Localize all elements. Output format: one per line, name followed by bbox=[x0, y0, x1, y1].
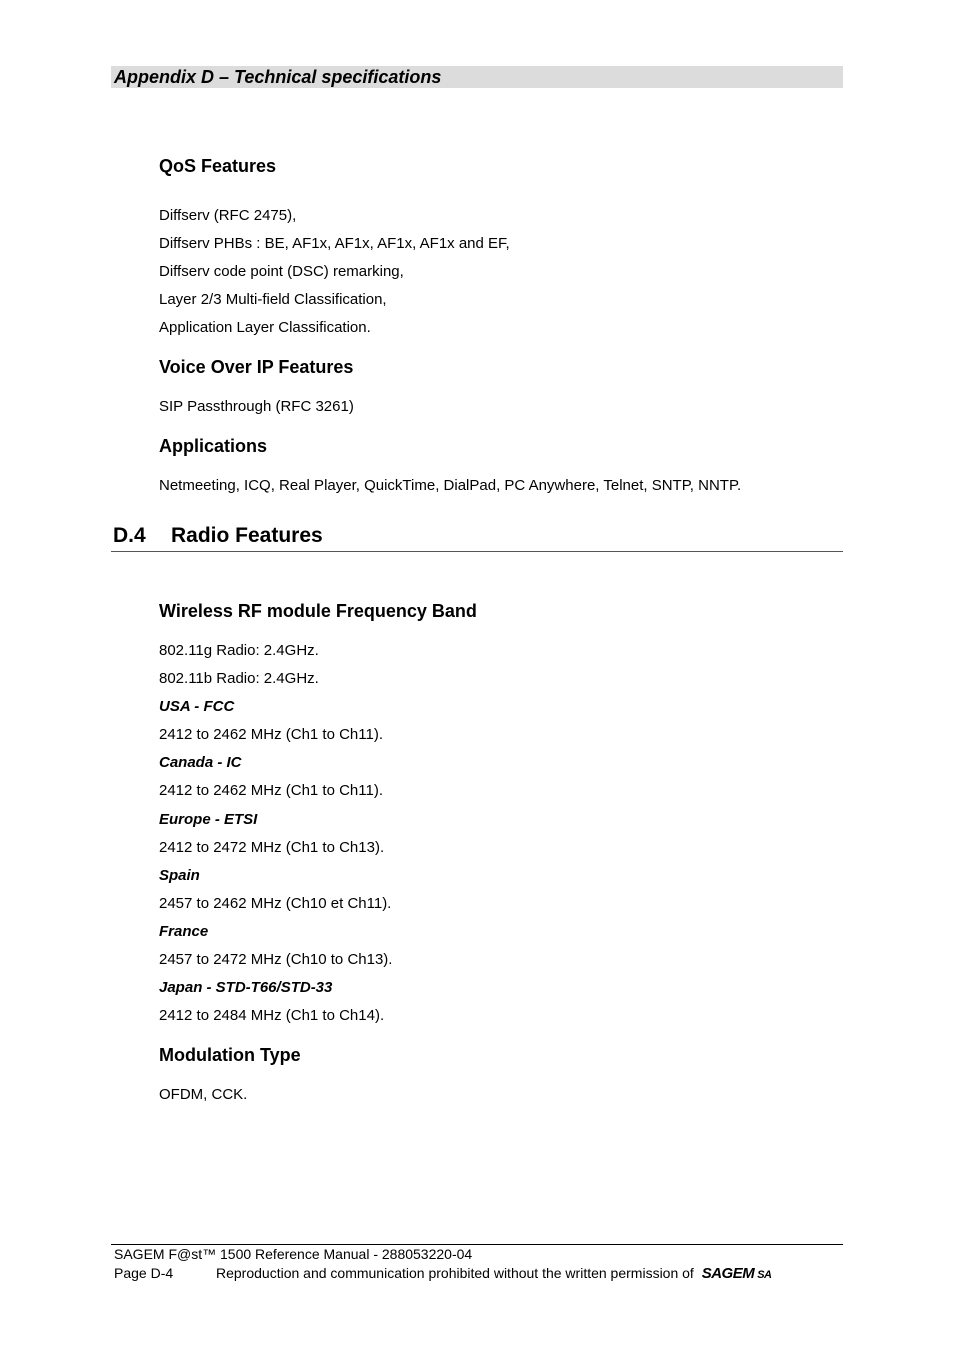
qos-heading: QoS Features bbox=[159, 156, 277, 176]
sagem-logo-text: SAGEM bbox=[701, 1265, 755, 1282]
footer-manual-title: SAGEM F@st™ 1500 Reference Manual - 288053220-04 bbox=[114, 1246, 473, 1262]
applications-text: Netmeeting, ICQ, Real Player, QuickTime, DialPad, PC Anywhere, Telnet, SNTP, NNTP. bbox=[159, 477, 742, 494]
radio-g-text: 802.11g Radio: 2.4GHz. bbox=[159, 642, 319, 659]
section-divider bbox=[111, 551, 843, 552]
qos-item: Layer 2/3 Multi-field Classification, bbox=[159, 291, 387, 308]
qos-item: Diffserv PHBs : BE, AF1x, AF1x, AF1x, AF1x and EF, bbox=[159, 235, 510, 252]
sagem-logo-suffix: SA bbox=[757, 1269, 772, 1281]
region-range: 2412 to 2462 MHz (Ch1 to Ch11). bbox=[159, 726, 384, 743]
voip-text: SIP Passthrough (RFC 3261) bbox=[159, 398, 354, 415]
region-range: 2457 to 2462 MHz (Ch10 et Ch11). bbox=[159, 895, 392, 912]
region-name: Japan - STD-T66/STD-33 bbox=[159, 979, 333, 996]
region-name: Canada - IC bbox=[159, 754, 242, 771]
voip-heading: Voice Over IP Features bbox=[159, 357, 354, 377]
footer-notice-text: Reproduction and communication prohibited without the written permission of bbox=[216, 1265, 694, 1281]
region-name: Europe - ETSI bbox=[159, 811, 258, 828]
region-name: France bbox=[159, 923, 209, 940]
radio-b-text: 802.11b Radio: 2.4GHz. bbox=[159, 670, 319, 687]
qos-item: Diffserv (RFC 2475), bbox=[159, 207, 297, 224]
region-name: USA - FCC bbox=[159, 698, 235, 715]
region-range: 2412 to 2484 MHz (Ch1 to Ch14). bbox=[159, 1007, 385, 1024]
applications-heading: Applications bbox=[159, 436, 268, 456]
section-number: D.4 bbox=[113, 524, 146, 547]
region-range: 2412 to 2462 MHz (Ch1 to Ch11). bbox=[159, 782, 384, 799]
section-title: Radio Features bbox=[171, 524, 323, 547]
modulation-text: OFDM, CCK. bbox=[159, 1086, 248, 1103]
region-name: Spain bbox=[159, 867, 200, 884]
appendix-title: Appendix D – Technical specifications bbox=[114, 67, 442, 87]
footer-page-number: Page D-4 bbox=[114, 1265, 174, 1281]
section-heading-d4 bbox=[113, 523, 323, 549]
modulation-heading: Modulation Type bbox=[159, 1045, 301, 1065]
appendix-header-bar bbox=[111, 66, 843, 88]
wireless-heading: Wireless RF module Frequency Band bbox=[159, 601, 477, 621]
footer-notice bbox=[216, 1265, 772, 1284]
footer-divider bbox=[111, 1244, 843, 1245]
sagem-logo bbox=[702, 1265, 772, 1282]
qos-item: Diffserv code point (DSC) remarking, bbox=[159, 263, 404, 280]
region-range: 2457 to 2472 MHz (Ch10 to Ch13). bbox=[159, 951, 393, 968]
region-range: 2412 to 2472 MHz (Ch1 to Ch13). bbox=[159, 839, 385, 856]
qos-item: Application Layer Classification. bbox=[159, 319, 371, 336]
